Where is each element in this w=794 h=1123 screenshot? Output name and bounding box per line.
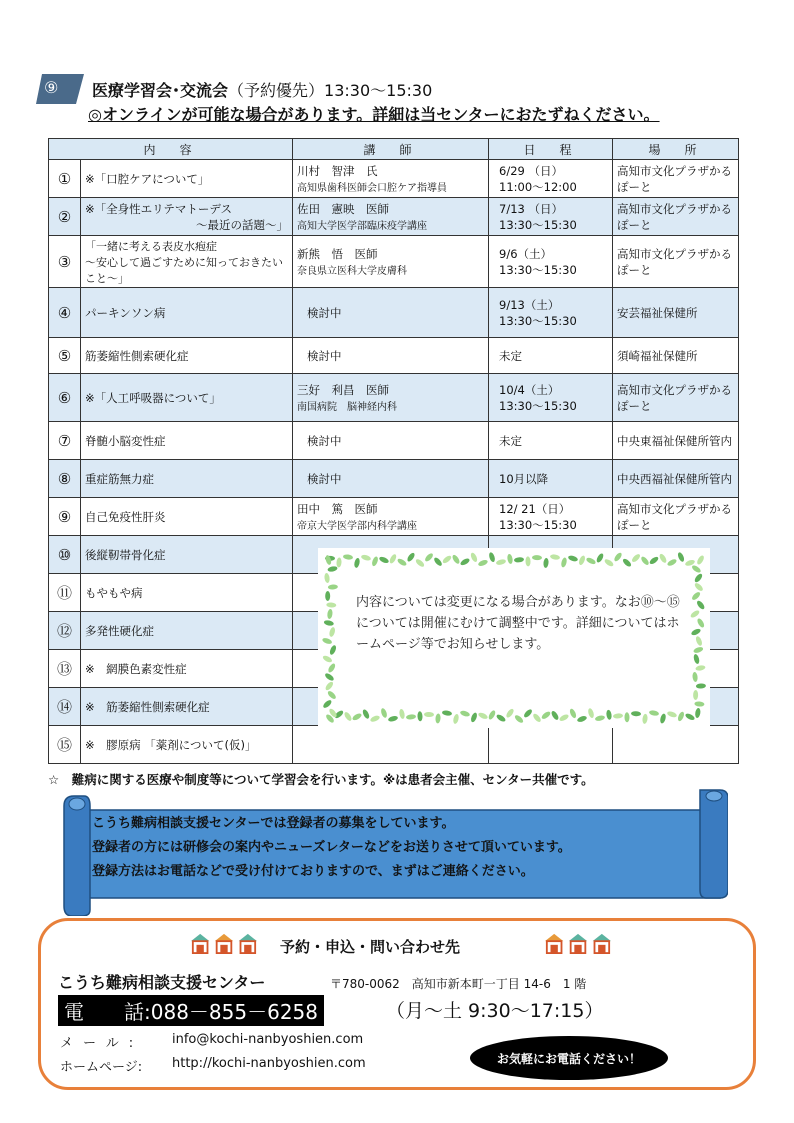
table-row: ⑩ 後縦靭帯骨化症 bbox=[49, 536, 739, 574]
leaf-decoration bbox=[415, 558, 426, 568]
leaf-decoration bbox=[595, 552, 604, 563]
leaf-decoration bbox=[692, 672, 698, 683]
leaf-decoration bbox=[578, 555, 586, 566]
table-row: ⑪ もやもや病 bbox=[49, 574, 739, 612]
leaf-decoration bbox=[361, 554, 372, 562]
leaf-decoration bbox=[388, 715, 399, 722]
leaf-decoration bbox=[325, 591, 330, 601]
leaf-decoration bbox=[435, 713, 441, 723]
leaf-decoration bbox=[417, 711, 423, 721]
leaf-decoration bbox=[327, 662, 337, 673]
table-row: ⑮ ※ 膠原病 「薬剤について(仮)」 bbox=[49, 726, 739, 764]
leaf-decoration bbox=[587, 708, 595, 719]
leaf-decoration bbox=[323, 620, 334, 627]
office-hours: （月〜土 9:30〜17:15） bbox=[386, 1000, 604, 1022]
leaf-decoration bbox=[507, 554, 514, 565]
leaf-decoration bbox=[576, 715, 587, 723]
leaf-decoration bbox=[631, 553, 642, 564]
leaf-decoration bbox=[622, 558, 633, 568]
table-row: ⑦ 脊髄小脳変性症 検討中 未定 中央東福祉保健所管内 bbox=[49, 422, 739, 460]
leaf-decoration bbox=[322, 654, 333, 663]
mail-label: メール: bbox=[60, 1036, 144, 1051]
leaf-decoration bbox=[606, 709, 613, 720]
leaf-decoration bbox=[351, 712, 362, 721]
leaf-decoration bbox=[477, 559, 488, 567]
leaf-decoration bbox=[495, 713, 506, 723]
leaf-decoration bbox=[693, 582, 704, 592]
leaf-decoration bbox=[399, 709, 406, 720]
leaf-decoration bbox=[328, 627, 336, 638]
leaf-decoration bbox=[696, 554, 705, 565]
leaf-decoration bbox=[690, 628, 701, 637]
call-us-badge: お気軽にお電話ください！ bbox=[470, 1036, 668, 1080]
leaf-decoration bbox=[631, 711, 641, 717]
table-row: ⑫ 多発性硬化症 bbox=[49, 612, 739, 650]
leaf-decoration bbox=[406, 714, 417, 720]
leaf-decoration bbox=[459, 557, 470, 566]
leaf-decoration bbox=[532, 555, 542, 560]
leaf-decoration bbox=[329, 644, 338, 655]
leaf-decoration bbox=[677, 711, 686, 722]
header-date: 日 程 bbox=[489, 139, 613, 160]
leaf-decoration bbox=[613, 552, 623, 563]
leaf-decoration bbox=[523, 708, 534, 719]
leaf-decoration bbox=[371, 556, 379, 567]
table-row: ⑤ 筋萎縮性側索硬化症 検討中 未定 須崎福祉保健所 bbox=[49, 338, 739, 374]
leaf-decoration bbox=[324, 573, 330, 584]
leaf-decoration bbox=[406, 552, 416, 563]
leaf-decoration bbox=[324, 672, 335, 682]
leaf-decoration bbox=[424, 712, 434, 717]
leaf-decoration bbox=[550, 710, 560, 721]
address: 〒780-0062 高知市新本町一丁目 14-6 1 階 bbox=[330, 977, 587, 991]
leaf-decoration bbox=[640, 555, 650, 566]
leaf-decoration bbox=[470, 712, 478, 723]
leaf-decoration bbox=[452, 713, 459, 724]
leaf-decoration bbox=[442, 554, 453, 564]
section-badge bbox=[34, 72, 86, 106]
leaf-decoration bbox=[477, 711, 488, 720]
leaf-decoration bbox=[658, 553, 668, 564]
table-row: ② ※「全身性エリテマトーデス 〜最近の話題〜」 佐田 憲映 医師 高知大学医学部臨床疫学講座 7/13 （日） 13:30〜15:30 高知市文化プラザかるぽーと bbox=[49, 198, 739, 236]
page-title: 医療学習会･交流会（予約優先）13:30〜15:30 bbox=[92, 81, 433, 100]
leaf-decoration bbox=[328, 584, 338, 590]
leaf-decoration bbox=[693, 654, 700, 665]
homepage-link[interactable]: http://kochi-nanbyoshien.com bbox=[172, 1056, 366, 1071]
leaf-decoration bbox=[677, 551, 686, 562]
leaf-decoration bbox=[585, 557, 596, 566]
leaf-decoration bbox=[569, 708, 578, 719]
leaf-decoration bbox=[487, 709, 496, 720]
contact-heading: 予約・申込・問い合わせ先 bbox=[280, 938, 461, 956]
notice-box bbox=[318, 548, 710, 728]
leaf-decoration bbox=[666, 710, 677, 718]
leaf-decoration bbox=[691, 564, 702, 574]
leaf-decoration bbox=[488, 552, 496, 563]
leaf-decoration bbox=[369, 714, 380, 723]
leaf-decoration bbox=[354, 557, 361, 568]
leaf-decoration bbox=[693, 573, 703, 584]
leaf-decoration bbox=[532, 712, 542, 723]
section-number: ⑨ bbox=[44, 78, 59, 97]
leaf-decoration bbox=[424, 552, 435, 563]
table-row: ⑧ 重症筋無力症 検討中 10月以降 中央西福祉保健所管内 bbox=[49, 460, 739, 498]
leaf-decoration bbox=[684, 712, 695, 721]
leaf-decoration bbox=[696, 617, 705, 628]
phone[interactable]: 電 話:088－855－6258 bbox=[58, 995, 324, 1026]
leaf-decoration bbox=[558, 713, 569, 722]
banner-text: こうち難病相談支援センターでは登録者の募集をしています。 登録者の方には研修会の案内やニューズレターなどをお送りさせて頂いています。 登録方法はお電話などで受け付けておりますので、まずはご連絡ください。 bbox=[92, 816, 571, 879]
table-row: ⑭ ※ 筋萎縮性側索硬化症 bbox=[49, 688, 739, 726]
leaf-decoration bbox=[362, 708, 371, 719]
table-row: ⑬ ※ 網膜色素変性症 bbox=[49, 650, 739, 688]
leaf-decoration bbox=[695, 665, 706, 672]
leaf-decoration bbox=[695, 635, 704, 646]
leaf-decoration bbox=[451, 554, 461, 565]
leaf-decoration bbox=[694, 701, 704, 707]
leaf-decoration bbox=[696, 600, 706, 611]
table-row: ⑥ ※「人工呼吸器について」 三好 利昌 医師 南国病院 脳神経内科 10/4（土） 13:30〜15:30 高知市文化プラザかるぽーと bbox=[49, 374, 739, 422]
leaf-decoration bbox=[343, 554, 354, 560]
leaf-decoration bbox=[567, 555, 578, 563]
leaf-decoration bbox=[327, 609, 333, 620]
leaf-decoration bbox=[433, 556, 443, 567]
header-content: 内 容 bbox=[49, 139, 293, 160]
leaf-decoration bbox=[336, 557, 342, 567]
leaf-decoration bbox=[691, 591, 702, 601]
table-row: ④ パーキンソン病 検討中 9/13（土） 13:30〜15:30 安芸福祉保健所 bbox=[49, 288, 739, 338]
house-icons-left bbox=[186, 932, 262, 954]
leaf-decoration bbox=[514, 714, 525, 724]
leaf-decoration bbox=[666, 558, 677, 567]
leaf-decoration bbox=[442, 710, 453, 717]
leaf-decoration bbox=[505, 708, 515, 719]
house-icons-right bbox=[540, 932, 616, 954]
leaf-decoration bbox=[693, 646, 704, 654]
table-row: ① ※「口腔ケアについて」 川村 智津 氏 高知県歯科医師会口腔ケア指導員 6/29 （日） 11:00〜12:00 高知市文化プラザかるぽーと bbox=[49, 160, 739, 198]
leaf-decoration bbox=[695, 708, 702, 719]
leaf-decoration bbox=[595, 715, 606, 722]
leaf-decoration bbox=[378, 556, 389, 565]
homepage-label: ホームページ: bbox=[60, 1060, 143, 1075]
header-place: 場 所 bbox=[613, 139, 739, 160]
leaf-decoration bbox=[459, 710, 470, 718]
leaf-decoration bbox=[642, 714, 648, 725]
table-row: ⑨ 自己免疫性肝炎 田中 篤 医師 帝京大学医学部内科学講座 12/ 21（日） 13:30〜15:30 高知市文化プラザかるぽーと bbox=[49, 498, 739, 536]
leaf-decoration bbox=[603, 558, 614, 568]
leaf-decoration bbox=[696, 683, 706, 689]
leaf-decoration bbox=[326, 602, 336, 608]
leaf-decoration bbox=[624, 712, 629, 722]
email-link[interactable]: info@kochi-nanbyoshien.com bbox=[172, 1032, 364, 1047]
leaf-decoration bbox=[648, 555, 659, 565]
notice-text: 内容については変更になる場合があります。なお⑩〜⑮については開催にむけて調整中です。詳細についてはホームページ等でお知らせします。 bbox=[356, 595, 680, 652]
leaf-decoration bbox=[343, 711, 353, 722]
leaf-decoration bbox=[326, 690, 337, 701]
leaf-decoration bbox=[541, 710, 552, 720]
leaf-decoration bbox=[525, 556, 530, 566]
leaf-decoration bbox=[659, 713, 666, 724]
leaf-decoration bbox=[322, 699, 333, 709]
leaf-decoration bbox=[496, 558, 507, 565]
leaf-decoration bbox=[396, 557, 407, 567]
header-lecturer: 講 師 bbox=[293, 139, 489, 160]
leaf-decoration bbox=[322, 637, 333, 645]
leaf-decoration bbox=[380, 707, 388, 718]
leaf-decoration bbox=[613, 713, 623, 719]
leaf-decoration bbox=[550, 554, 561, 561]
leaf-decoration bbox=[327, 566, 338, 573]
footnote: ☆ 難病に関する医療や制度等について学習会を行います。※は患者会主催、センター共催です。 bbox=[48, 772, 594, 787]
table-row: ③ 「一緒に考える表皮水疱症 〜安心して過ごすために知っておきたいこと〜」 新熊 悟 医師 奈良県立医科大学皮膚科 9/6（土） 13:30〜15:30 高知市文化プラザかるぽーと bbox=[49, 236, 739, 288]
online-note: ◎オンラインが可能な場合があります。詳細は当センターにおたずねください。 bbox=[88, 105, 660, 124]
leaf-decoration bbox=[514, 557, 524, 563]
leaf-decoration bbox=[543, 558, 549, 568]
leaf-decoration bbox=[649, 710, 660, 717]
leaf-decoration bbox=[693, 690, 698, 700]
organization-name: こうち難病相談支援センター bbox=[58, 973, 266, 992]
leaf-decoration bbox=[388, 553, 397, 564]
leaf-decoration bbox=[470, 552, 479, 563]
leaf-decoration bbox=[689, 609, 700, 619]
leaf-decoration bbox=[560, 557, 567, 568]
leaf-decoration bbox=[324, 681, 334, 692]
